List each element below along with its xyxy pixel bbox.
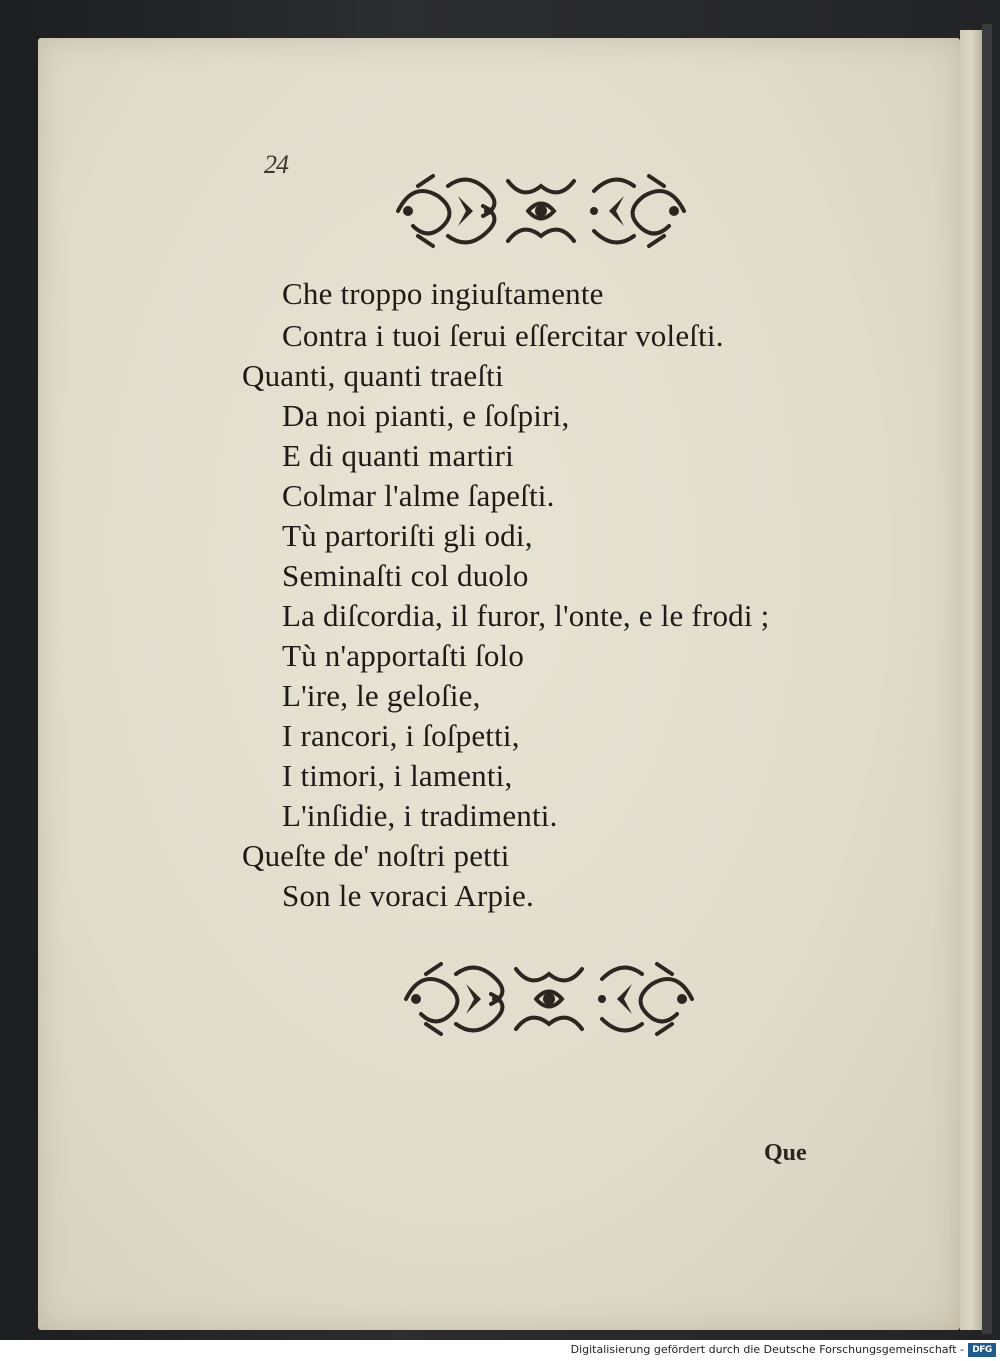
- next-page-edge: [960, 30, 982, 1330]
- verse-line: Che troppo ingiuſtamente: [282, 276, 604, 311]
- verse-line: La diſcordia, il furor, l'onte, e le frodi ;: [282, 598, 770, 633]
- verse-line: Contra i tuoi ſerui eſſercitar voleſti.: [282, 318, 724, 353]
- verse-line: Da noi pianti, e ſoſpiri,: [282, 398, 570, 433]
- verse-line: L'inſidie, i tradimenti.: [282, 798, 558, 833]
- footer-bar: [0, 1340, 1000, 1361]
- dfg-logo: DFG: [968, 1343, 996, 1357]
- page-number: 24: [264, 150, 288, 179]
- verse-line: Queſte de' noſtri petti: [242, 838, 510, 873]
- verse-line: L'ire, le geloſie,: [282, 678, 481, 713]
- verse-line: Colmar l'alme ſapeſti.: [282, 478, 555, 513]
- footer-credit: Digitalisierung gefördert durch die Deutsche Forschungsgemeinschaft -: [570, 1343, 964, 1356]
- verse-line: Tù n'apportaſti ſolo: [282, 638, 525, 673]
- verse-line: Seminaſti col duolo: [282, 558, 529, 593]
- book-page: [38, 38, 960, 1330]
- verse-line: I timori, i lamenti,: [282, 758, 513, 793]
- verse-line: I rancori, i ſoſpetti,: [282, 718, 520, 753]
- verse-line: Tù partoriſti gli odi,: [282, 518, 533, 553]
- ornament-top: [388, 166, 694, 256]
- ornament-bottom: [396, 954, 702, 1044]
- verse-line: Son le voraci Arpie.: [282, 878, 534, 913]
- catchword: Que: [764, 1140, 807, 1166]
- binding-shadow: [982, 24, 992, 1334]
- verse-line: Quanti, quanti traeſti: [242, 358, 504, 393]
- verse-line: E di quanti martiri: [282, 438, 514, 473]
